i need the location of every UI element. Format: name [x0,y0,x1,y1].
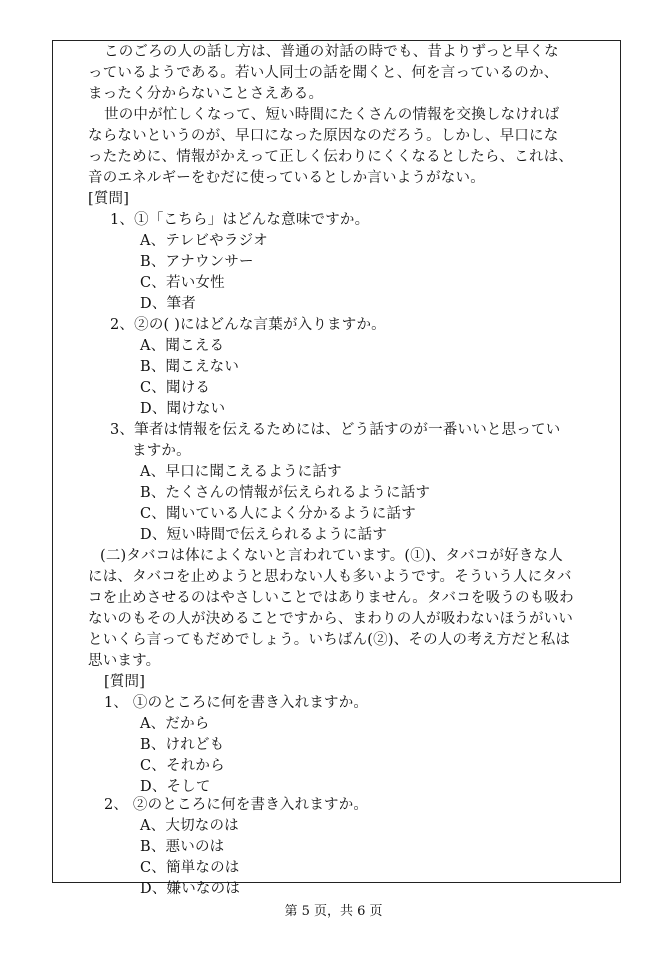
question-text: 1、①「こちら」はどんな意味ですか。 [110,212,370,228]
answer-option: D、筆者 [140,296,196,312]
passage1-line: まったく分からないことさえある。 [88,86,324,102]
answer-option: C、若い女性 [140,275,225,291]
answer-option: A、聞こえる [140,338,225,354]
passage2-line: ないのもその人が決めることですから、まわりの人が吸わないほうがいい [88,611,574,627]
answer-option: A、テレビやラジオ [140,233,268,249]
question-text: 1、 ①のところに何を書き入れますか。 [104,695,369,711]
answer-option: C、聞いている人によく分かるように話す [140,506,416,522]
passage1-line: っているようである。若い人同士の話を聞くと、何を言っているのか、 [88,65,559,81]
answer-option: B、聞こえない [140,359,240,375]
passage2-line: には、タバコを止めようと思わない人も多いようです。そういう人にタバ [88,569,572,585]
question-text: 2、②の( )にはどんな言葉が入りますか。 [110,317,386,333]
answer-option: C、聞ける [140,380,211,396]
answer-option: C、それから [140,758,225,774]
question-text: 3、筆者は情報を伝えるためには、どう話すのが一番いいと思ってい [110,422,561,438]
page-footer: 第 5 页，共 6 页 [284,904,383,919]
passage1-line: ったために、情報がかえって正しく伝わりにくくなるとしたら、これは、 [88,149,574,165]
answer-option: D、そして [140,779,211,795]
passage2-line: (二)タバコは体によくないと言われています。(①)、タバコが好きな人 [100,548,563,564]
passage2-line: といくら言ってもだめでしょう。いちばん(②)、その人の考え方だと私は [88,632,571,648]
passage1-line: 音のエネルギーをむだに使っているとしか言いようがない。 [88,170,485,186]
answer-option: B、たくさんの情報が伝えられるように話す [140,485,431,501]
passage1-line: ならないというのが、早口になった原因なのだろう。しかし、早口にな [88,128,559,144]
answer-option: A、だから [140,716,210,732]
answer-option: B、アナウンサー [140,254,254,270]
question-text-continued: ますか。 [132,443,191,459]
answer-option: D、短い時間で伝えられるように話す [140,527,388,543]
section-label: [質問] [104,674,146,690]
passage1-line: 世の中が忙しくなって、短い時間にたくさんの情報を交換しなければ [104,107,560,123]
answer-option: D、聞けない [140,401,226,417]
passage1-line: このごろの人の話し方は、普通の対話の時でも、昔よりずっと早くな [104,44,559,60]
answer-option: B、悪いのは [140,839,225,855]
answer-option: D、嫌いなのは [140,881,241,897]
answer-option: B、けれども [140,737,225,753]
answer-option: A、大切なのは [140,818,239,834]
section-label: [質問] [88,191,130,207]
passage2-line: 思います。 [88,653,161,669]
answer-option: C、簡単なのは [140,860,240,876]
question-text: 2、 ②のところに何を書き入れますか。 [104,797,369,813]
answer-option: A、早口に聞こえるように話す [140,464,342,480]
passage2-line: コを止めさせるのはやさしいことではありません。タバコを吸うのも吸わ [88,590,574,606]
